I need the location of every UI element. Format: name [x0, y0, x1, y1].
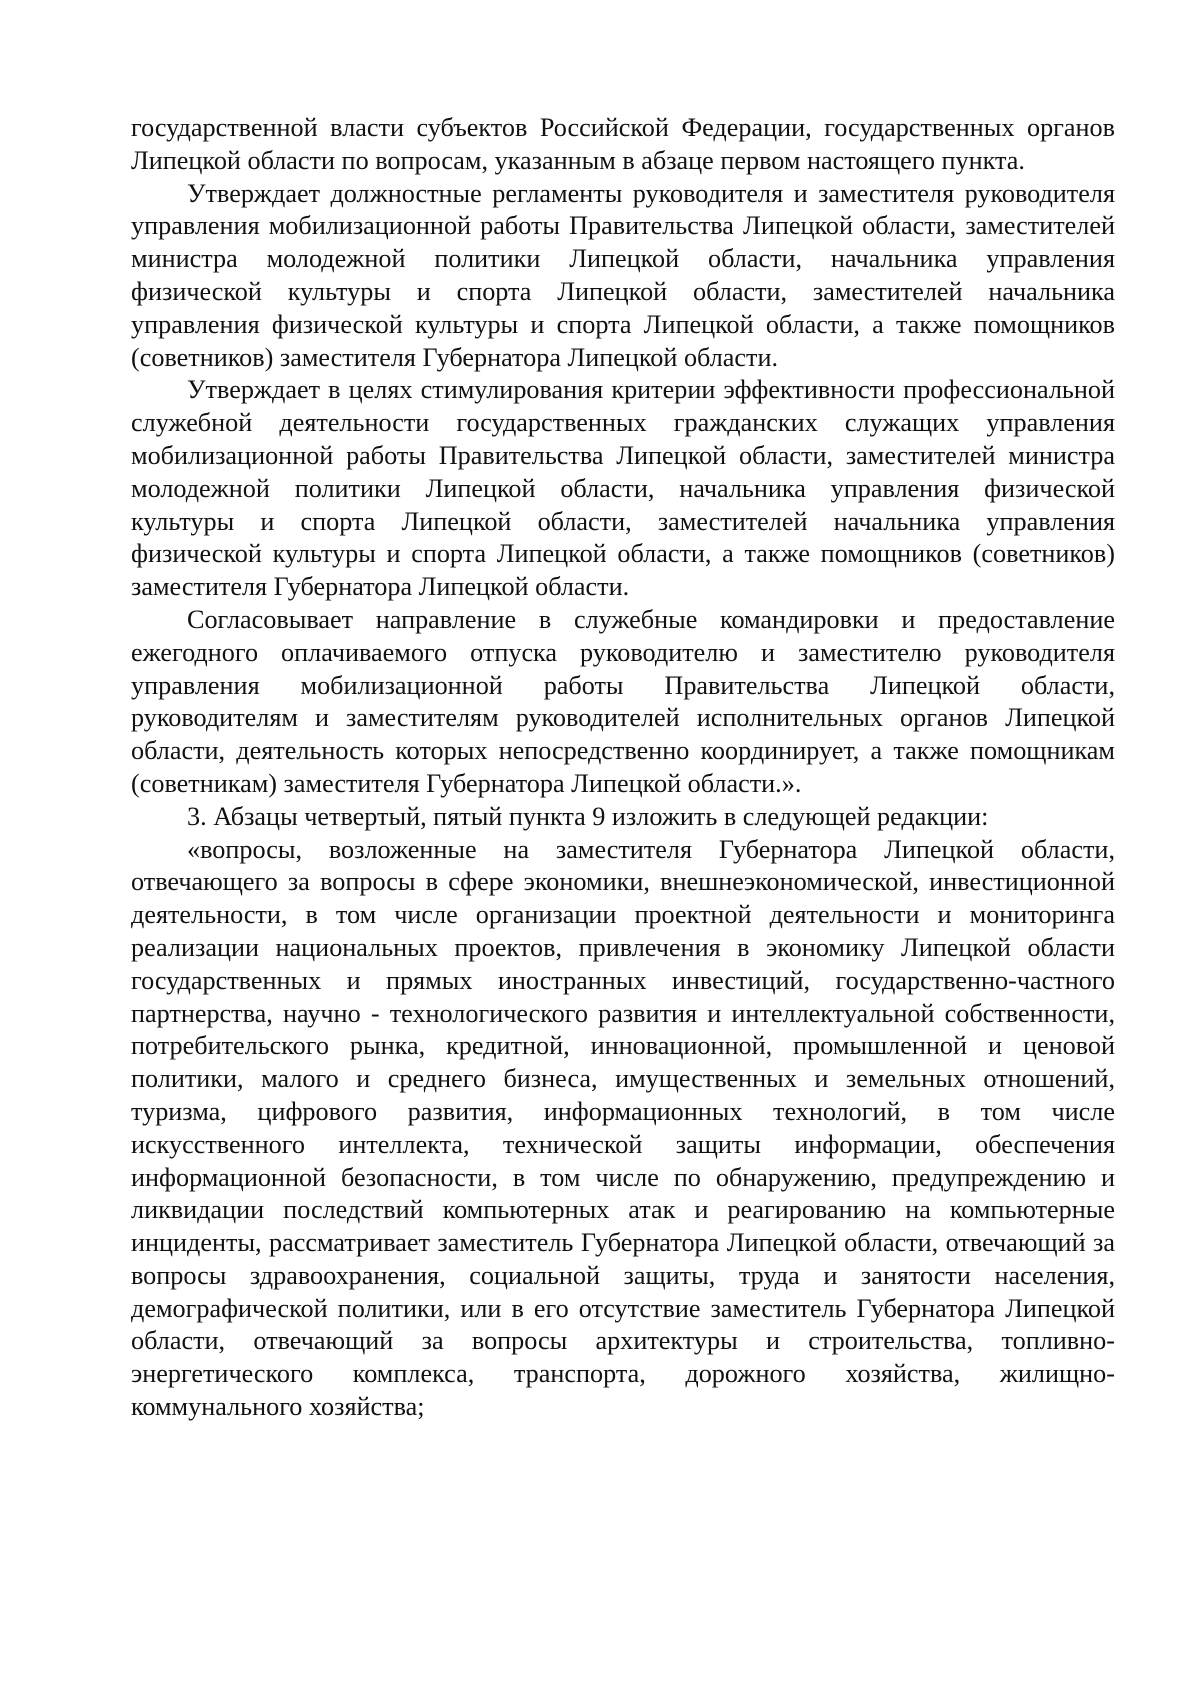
document-body: [131, 112, 1115, 1424]
paragraph-3: Утверждает в целях стимулирования критерии эффективности профессиональной служебной деятельности государственных гражданских служащих управления мобилизационной работы Правительства Липецкой области, заместителей министра молодежной политики Липецкой области, начальника управления физической культуры и спорта Липецкой области, заместителей начальника управления физической культуры и спорта Липецкой области, а также помощников (советников) заместителя Губернатора Липецкой области.: [131, 375, 1115, 602]
paragraph-5: 3. Абзацы четвертый, пятый пункта 9 изложить в следующей редакции:: [187, 801, 989, 831]
paragraph-6: «вопросы, возложенные на заместителя Губернатора Липецкой области, отвечающего за вопросы в сфере экономики, внешнеэкономической, инвестиционной деятельности, в том числе организации проектной деятельности и мониторинга реализации национальных проектов, привлечения в экономику Липецкой области государственных и прямых иностранных инвестиций, государственно-частного партнерства, научно - технологического развития и интеллектуальной собственности, потребительского рынка, кредитной, инновационной, промышленной и ценовой политики, малого и среднего бизнеса, имущественных и земельных отношений, туризма, цифрового развития, информационных технологий, в том числе искусственного интеллекта, технической защиты информации, обеспечения информационной безопасности, в том числе по обнаружению, предупреждению и ликвидации последствий компьютерных атак и реагированию на компьютерные инциденты, рассматривает заместитель Губернатора Липецкой области, отвечающий за вопросы здравоохранения, социальной защиты, труда и занятости населения, демографической политики, или в его отсутствие заместитель Губернатора Липецкой области, отвечающий за вопросы архитектуры и строительства, топливно-энергетического комплекса, транспорта, дорожного хозяйства, жилищно-коммунального хозяйства;: [131, 834, 1115, 1422]
paragraph-4: Согласовывает направление в служебные командировки и предоставление ежегодного оплачиваемого отпуска руководителю и заместителю руководителя управления мобилизационной работы Правительства Липецкой области, руководителям и заместителям руководителей исполнительных органов Липецкой области, деятельность которых непосредственно координирует, а также помощникам (советникам) заместителя Губернатора Липецкой области.».: [131, 604, 1115, 798]
paragraph-2: Утверждает должностные регламенты руководителя и заместителя руководителя управления мобилизационной работы Правительства Липецкой области, заместителей министра молодежной политики Липецкой области, начальника управления физической культуры и спорта Липецкой области, заместителей начальника управления физической культуры и спорта Липецкой области, а также помощников (советников) заместителя Губернатора Липецкой области.: [131, 178, 1115, 372]
paragraph-1: государственной власти субъектов Российской Федерации, государственных органов Липецкой области по вопросам, указанным в абзаце первом настоящего пункта.: [131, 113, 1115, 175]
